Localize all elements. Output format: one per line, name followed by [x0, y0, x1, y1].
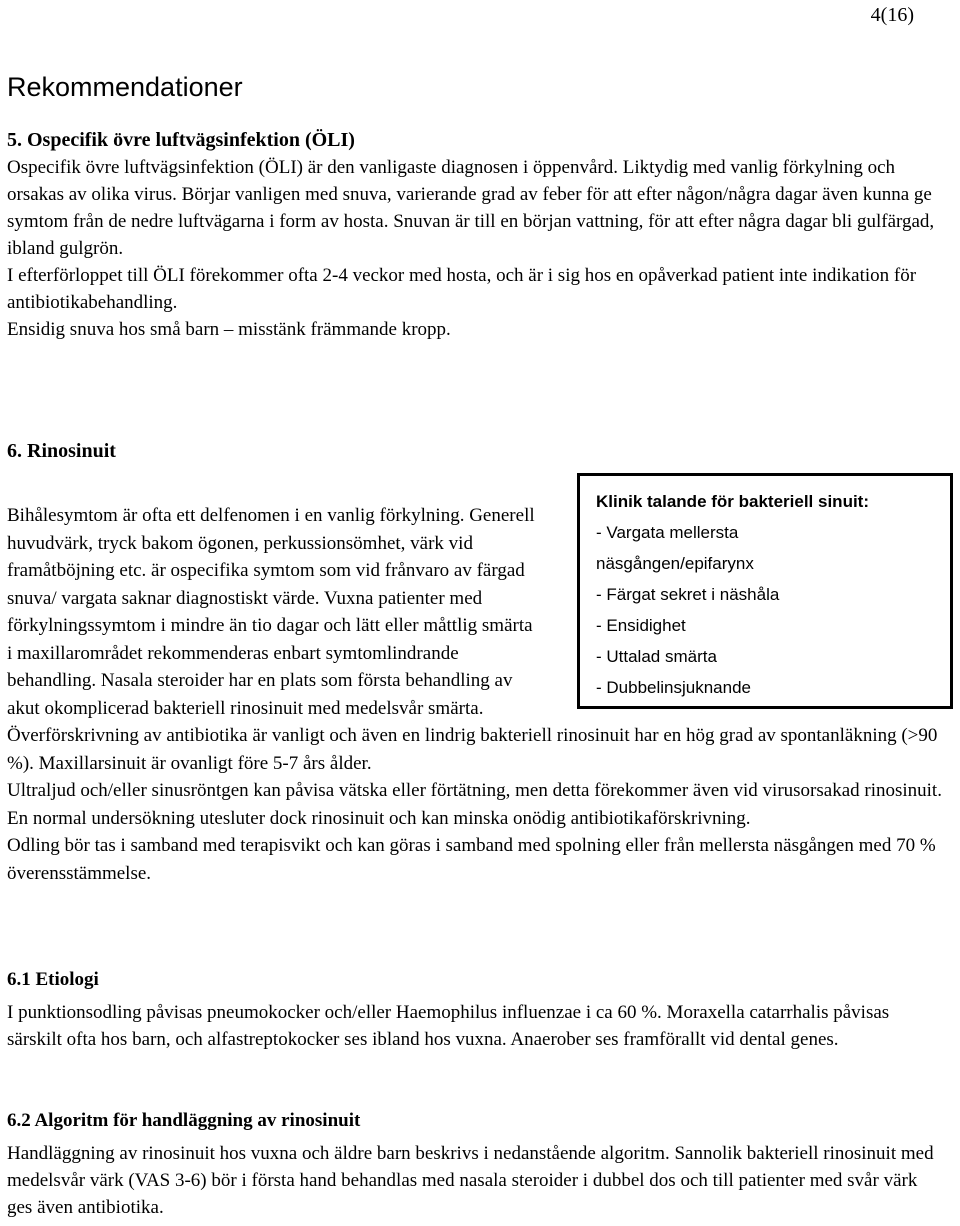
callout-item: - Färgat sekret i näshåla [596, 585, 780, 604]
section-6-1 [7, 966, 940, 1053]
section-6-title: 6. Rinosinuit [7, 440, 116, 462]
section-6-body [7, 502, 953, 887]
section-5 [7, 127, 940, 343]
page-heading: Rekommendationer [7, 72, 243, 102]
callout-spacer [541, 502, 953, 716]
callout-item: - Uttalad smärta [596, 647, 717, 666]
callout-item: näsgången/epifarynx [596, 554, 754, 573]
section-5-paragraph-1: Ospecifik övre luftvägsinfektion (ÖLI) är den vanligaste diagnosen i öppenvård. Liktydig med vanlig förkylning och orsakas av olika virus. Börjar vanligen med snuva, varierande grad av feber för att efter någon/några dagar även kunna ge symtom från de nedre luftvägarna i form av hosta. Snuvan är till en början vattning, för att efter några dagar bli gulfärgad, ibland gulgrön. [7, 157, 935, 259]
section-6-2-paragraph: Handläggning av rinosinuit hos vuxna och äldre barn beskrivs i nedanstående algoritm. Sannolik bakteriell rinosinuit med medelsvår värk (VAS 3-6) bör i första hand behandlas med nasala steroider i dubbel dos och till patienter med svår värk ges även antibiotika. [7, 1143, 934, 1218]
section-6-paragraph-2: Ultraljud och/eller sinusröntgen kan påvisa vätska eller förtätning, men detta förekommer även vid virusorsakad rinosinuit. En normal undersökning utesluter dock rinosinuit och kan minska onödig antibiotikaförskrivning. [7, 780, 942, 829]
callout-item: - Dubbelinsjuknande [596, 678, 751, 697]
section-6-paragraph-1: Bihålesymtom är ofta ett delfenomen i en vanlig förkylning. Generell huvudvärk, tryck bakom ögonen, perkussionsömhet, värk vid framåtböjning etc. är ospecifika symtom som vid frånvaro av färgad snuva/ vargata saknar diagnostiskt värde. Vuxna patienter med förkylningssymtom i mindre än tio dagar och lätt eller måttlig smärta i maxillarområdet rekommenderas enbart symtomlindrande behandling. Nasala steroider har en plats som första behandling av akut okomplicerad bakteriell rinosinuit med medelsvår smärta. Överförskrivning av antibiotika är vanligt och även en lindrig bakteriell rinosinuit har en hög grad av spontanläkning (>90 %). Maxillarsinuit är ovanligt före 5-7 års ålder. [7, 505, 938, 774]
section-6-1-paragraph: I punktionsodling påvisas pneumokocker och/eller Haemophilus influenzae i ca 60 %. Moraxella catarrhalis påvisas särskilt ofta hos barn, och alfastreptokocker ses ibland hos vuxna. Anaerober ses framförallt vid dental genes. [7, 1002, 890, 1050]
section-6-header [7, 438, 940, 465]
callout-title: Klinik talande för bakteriell sinuit: [596, 492, 869, 511]
section-5-paragraph-2: I efterförloppet till ÖLI förekommer ofta 2-4 veckor med hosta, och är i sig hos en opåverkad patient inte indikation för antibiotikabehandling. [7, 265, 917, 313]
section-5-title: 5. Ospecifik övre luftvägsinfektion (ÖLI) [7, 129, 355, 151]
section-5-paragraph-3: Ensidig snuva hos små barn – misstänk främmande kropp. [7, 319, 451, 340]
callout-item: - Ensidighet [596, 616, 686, 635]
section-6-2-title: 6.2 Algoritm för handläggning av rinosinuit [7, 1110, 361, 1131]
section-6-paragraph-3: Odling bör tas i samband med terapisvikt och kan göras i samband med spolning eller från mellersta näsgången med 70 % överensstämmelse. [7, 835, 936, 884]
callout-item: - Vargata mellersta [596, 523, 739, 542]
section-6-1-title: 6.1 Etiologi [7, 969, 99, 990]
section-6-2 [7, 1107, 940, 1221]
page-number: 4(16) [870, 4, 914, 26]
